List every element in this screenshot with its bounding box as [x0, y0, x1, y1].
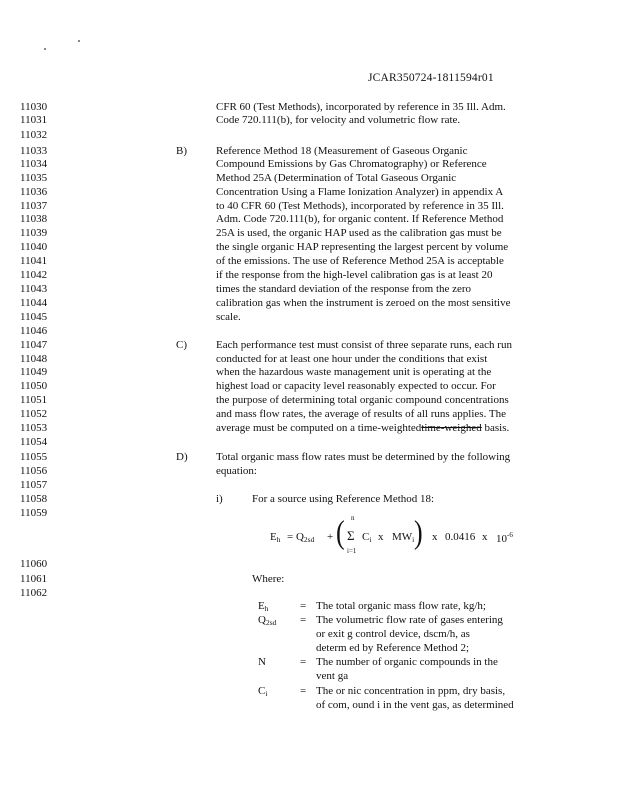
line-number: 11039 — [20, 227, 48, 239]
text-line: scale. — [216, 311, 241, 323]
line-number: 11041 — [20, 255, 48, 267]
definition-text: vent ga — [316, 670, 349, 682]
text-line: Method 25A (Determination of Total Gaseous Organic — [216, 172, 457, 184]
line-number: 11031 — [20, 114, 48, 126]
definition-symbol: $Q_{2sd}$ — [258, 614, 277, 627]
text-line: and mass flow rates, the average of results of all runs applies. The — [216, 408, 506, 420]
line-number: 11049 — [20, 366, 48, 378]
text-line: equation: — [216, 465, 257, 477]
definition-text: The volumetric flow rate of gases entering — [316, 614, 503, 626]
equation-times: x — [378, 531, 384, 543]
definition-text: The number of organic compounds in the — [316, 656, 498, 668]
definition-text: determ ed by Reference Method 2; — [316, 642, 470, 654]
text-line: Reference Method 18 (Measurement of Gaseous Organic — [216, 145, 468, 157]
text-line: to 40 CFR 60 (Test Methods), incorporated by reference in 35 Ill. — [216, 200, 504, 212]
equation-power: $10^{-6}$ — [496, 531, 513, 545]
definition-text: The total organic mass flow rate, kg/h; — [316, 600, 486, 612]
scan-speck — [78, 40, 80, 42]
equation-mw: $MW_i$ — [392, 531, 415, 544]
left-paren: ( — [336, 514, 345, 551]
subparagraph-marker: i) — [216, 493, 223, 505]
text-line: Compound Emissions by Gas Chromatography) or Reference — [216, 158, 487, 170]
sigma-upper-limit: n — [351, 514, 355, 522]
line-number: 11056 — [20, 465, 48, 477]
text-line — [216, 422, 509, 434]
line-number: 11042 — [20, 269, 48, 281]
line-number: 11045 — [20, 311, 48, 323]
equation-lhs: $E_h$ — [270, 531, 281, 544]
equation-factor: 0.0416 — [445, 531, 476, 543]
text-line: 25A is used, the organic HAP used as the calibration gas must be — [216, 227, 502, 239]
inserted-text: average must be computed on a time-weighted — [216, 422, 422, 434]
text-line: if the response from the high-level calibration gas is at least 20 — [216, 269, 493, 281]
line-number: 11062 — [20, 587, 48, 599]
line-number: 11047 — [20, 339, 48, 351]
definition-text: or exit g control device, dscm/h, as — [316, 628, 470, 640]
definition-text: of com, ound i in the vent gas, as determined — [316, 699, 514, 711]
text-line: For a source using Reference Method 18: — [252, 493, 435, 505]
line-number: 11054 — [20, 436, 48, 448]
struck-text: time-weighed — [421, 422, 482, 434]
paragraph-marker: B) — [176, 145, 187, 157]
text-line: of the emissions. The use of Reference Method 25A is acceptable — [216, 255, 504, 267]
definition-symbol: $E_h$ — [258, 600, 269, 613]
where-label: Where: — [252, 573, 285, 585]
paragraph-marker: D) — [176, 451, 188, 463]
definition-equals: = — [300, 600, 307, 612]
line-number: 11033 — [20, 145, 48, 157]
text-line: conducted for at least one hour under the conditions that exist — [216, 353, 488, 365]
text-line: Each performance test must consist of three separate runs, each run — [216, 339, 512, 351]
line-number: 11060 — [20, 558, 48, 570]
text-line: Adm. Code 720.111(b), for organic content. If Reference Method — [216, 213, 504, 225]
definition-equals: = — [300, 685, 307, 697]
line-number: 11058 — [20, 493, 48, 505]
line-number: 11043 — [20, 283, 48, 295]
line-number: 11048 — [20, 353, 48, 365]
line-number: 11061 — [20, 573, 48, 585]
equation-ci: $C_i$ — [362, 531, 372, 544]
line-number: 11055 — [20, 451, 48, 463]
text-tail: basis. — [481, 422, 510, 434]
text-line: the purpose of determining total organic compound concentrations — [216, 394, 509, 406]
text-line: times the standard deviation of the response from the zero — [216, 283, 472, 295]
text-line: Code 720.111(b), for velocity and volumetric flow rate. — [216, 114, 461, 126]
paragraph-marker: C) — [176, 339, 187, 351]
text-line: CFR 60 (Test Methods), incorporated by reference in 35 Ill. Adm. — [216, 101, 506, 113]
line-number: 11030 — [20, 101, 48, 113]
definition-text: The or nic concentration in ppm, dry basis, — [316, 685, 506, 697]
definition-equals: = — [300, 614, 307, 626]
definition-equals: = — [300, 656, 307, 668]
line-number: 11032 — [20, 129, 48, 141]
line-number: 11037 — [20, 200, 48, 212]
line-number: 11050 — [20, 380, 48, 392]
text-line: the single organic HAP representing the largest percent by volume — [216, 241, 509, 253]
line-number: 11059 — [20, 507, 48, 519]
line-number: 11044 — [20, 297, 48, 309]
line-number: 11051 — [20, 394, 48, 406]
line-number: 11036 — [20, 186, 48, 198]
sigma-lower-limit: i=1 — [347, 547, 357, 555]
text-line: when the hazardous waste management unit is operating at the — [216, 366, 492, 378]
equation-times: x — [482, 531, 488, 543]
text-line: Concentration Using a Flame Ionization Analyzer) in appendix A — [216, 186, 504, 198]
line-number: 11034 — [20, 158, 48, 170]
line-number: 11053 — [20, 422, 48, 434]
equation-plus: + — [327, 531, 334, 543]
line-number: 11035 — [20, 172, 48, 184]
equation-times: x — [432, 531, 438, 543]
text-line: Total organic mass flow rates must be determined by the following — [216, 451, 511, 463]
sigma-icon: Σ — [347, 528, 355, 543]
text-line: highest load or capacity level reasonably expected to occur. For — [216, 380, 496, 392]
definition-symbol: N — [258, 656, 266, 668]
line-number: 11038 — [20, 213, 48, 225]
line-number: 11046 — [20, 325, 48, 337]
text-line: calibration gas when the instrument is zeroed on the most sensitive — [216, 297, 511, 309]
page-header-doc-id: JCAR350724-1811594r01 — [368, 72, 494, 84]
scan-speck — [44, 48, 46, 50]
line-number: 11057 — [20, 479, 48, 491]
definition-symbol: $C_i$ — [258, 685, 268, 698]
equation-q-term: = $Q_{2sd}$ — [287, 531, 315, 544]
line-number: 11052 — [20, 408, 48, 420]
line-number: 11040 — [20, 241, 48, 253]
right-paren: ) — [414, 514, 423, 551]
